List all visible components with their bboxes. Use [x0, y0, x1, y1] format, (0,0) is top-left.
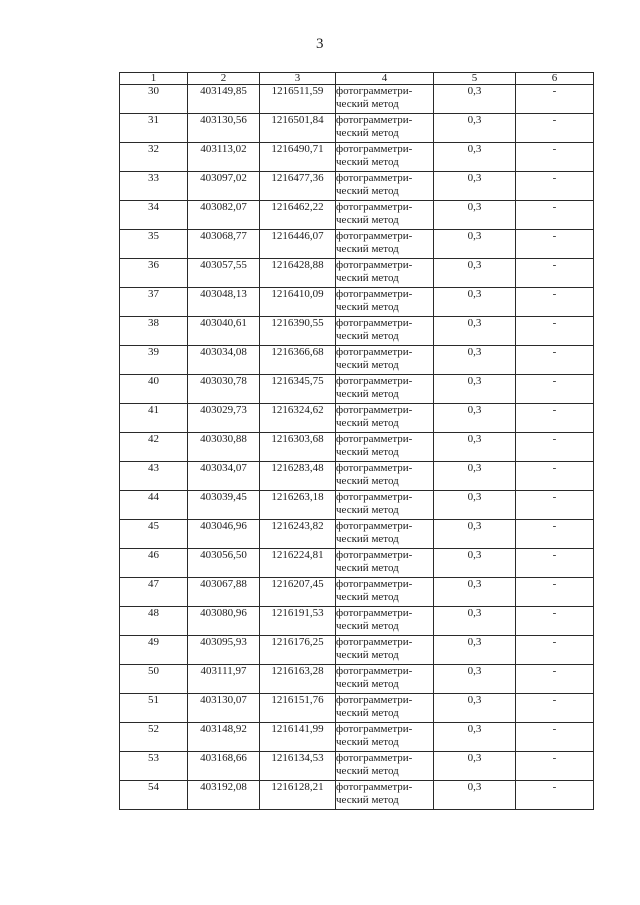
method-line-1: фотограмметри-	[336, 259, 413, 271]
accuracy-value: 0,3	[434, 636, 516, 665]
point-number: 44	[120, 491, 188, 520]
note-value: -	[516, 85, 594, 114]
coordinate-y: 1216263,18	[260, 491, 336, 520]
coordinate-y: 1216477,36	[260, 172, 336, 201]
accuracy-value: 0,3	[434, 317, 516, 346]
accuracy-value: 0,3	[434, 520, 516, 549]
column-header: 4	[336, 73, 434, 85]
method-line-1: фотограмметри-	[336, 462, 413, 474]
coordinate-x: 403039,45	[188, 491, 260, 520]
point-number: 32	[120, 143, 188, 172]
coordinate-y: 1216410,09	[260, 288, 336, 317]
method-cell	[336, 607, 434, 636]
method-line-1: фотограмметри-	[336, 288, 413, 300]
method-cell	[336, 201, 434, 230]
method-line-2: ческий метод	[336, 504, 399, 516]
method-line-2: ческий метод	[336, 388, 399, 400]
method-cell	[336, 752, 434, 781]
method-line-2: ческий метод	[336, 185, 399, 197]
coordinate-x: 403057,55	[188, 259, 260, 288]
table-row	[120, 288, 594, 317]
coordinate-x: 403056,50	[188, 549, 260, 578]
coordinate-y: 1216163,28	[260, 665, 336, 694]
point-number: 37	[120, 288, 188, 317]
coordinate-x: 403030,78	[188, 375, 260, 404]
table-row	[120, 317, 594, 346]
note-value: -	[516, 491, 594, 520]
note-value: -	[516, 288, 594, 317]
coordinate-y: 1216224,81	[260, 549, 336, 578]
table-row	[120, 781, 594, 810]
coordinate-y: 1216283,48	[260, 462, 336, 491]
coordinate-x: 403130,56	[188, 114, 260, 143]
method-line-2: ческий метод	[336, 243, 399, 255]
accuracy-value: 0,3	[434, 462, 516, 491]
note-value: -	[516, 752, 594, 781]
point-number: 48	[120, 607, 188, 636]
point-number: 50	[120, 665, 188, 694]
table-row	[120, 491, 594, 520]
coordinate-y: 1216243,82	[260, 520, 336, 549]
coordinate-y: 1216390,55	[260, 317, 336, 346]
method-line-1: фотограмметри-	[336, 636, 413, 648]
coordinate-x: 403082,07	[188, 201, 260, 230]
note-value: -	[516, 781, 594, 810]
method-cell	[336, 288, 434, 317]
point-number: 45	[120, 520, 188, 549]
method-line-2: ческий метод	[336, 620, 399, 632]
method-cell	[336, 665, 434, 694]
table-row	[120, 520, 594, 549]
coordinate-x: 403030,88	[188, 433, 260, 462]
coordinate-x: 403111,97	[188, 665, 260, 694]
coordinate-x: 403048,13	[188, 288, 260, 317]
coordinate-y: 1216462,22	[260, 201, 336, 230]
note-value: -	[516, 665, 594, 694]
note-value: -	[516, 404, 594, 433]
header-row	[120, 73, 594, 85]
point-number: 33	[120, 172, 188, 201]
method-line-2: ческий метод	[336, 214, 399, 226]
coordinate-x: 403113,02	[188, 143, 260, 172]
coordinate-y: 1216303,68	[260, 433, 336, 462]
point-number: 49	[120, 636, 188, 665]
method-line-1: фотограмметри-	[336, 143, 413, 155]
method-line-1: фотограмметри-	[336, 520, 413, 532]
coordinate-x: 403192,08	[188, 781, 260, 810]
coordinate-x: 403034,08	[188, 346, 260, 375]
method-line-1: фотограмметри-	[336, 665, 413, 677]
point-number: 53	[120, 752, 188, 781]
method-line-1: фотограмметри-	[336, 723, 413, 735]
accuracy-value: 0,3	[434, 375, 516, 404]
method-line-2: ческий метод	[336, 98, 399, 110]
method-cell	[336, 723, 434, 752]
method-cell	[336, 462, 434, 491]
table-row	[120, 665, 594, 694]
accuracy-value: 0,3	[434, 433, 516, 462]
table-row	[120, 433, 594, 462]
table-row	[120, 230, 594, 259]
note-value: -	[516, 143, 594, 172]
column-header: 5	[434, 73, 516, 85]
method-line-2: ческий метод	[336, 736, 399, 748]
table-row	[120, 375, 594, 404]
accuracy-value: 0,3	[434, 491, 516, 520]
method-cell	[336, 317, 434, 346]
coordinate-x: 403097,02	[188, 172, 260, 201]
coordinate-x: 403029,73	[188, 404, 260, 433]
note-value: -	[516, 636, 594, 665]
note-value: -	[516, 114, 594, 143]
method-line-1: фотограмметри-	[336, 201, 413, 213]
accuracy-value: 0,3	[434, 201, 516, 230]
point-number: 52	[120, 723, 188, 752]
note-value: -	[516, 462, 594, 491]
point-number: 30	[120, 85, 188, 114]
coordinate-y: 1216191,53	[260, 607, 336, 636]
note-value: -	[516, 723, 594, 752]
method-cell	[336, 114, 434, 143]
point-number: 40	[120, 375, 188, 404]
coordinate-x: 403149,85	[188, 85, 260, 114]
method-cell	[336, 578, 434, 607]
method-line-1: фотограмметри-	[336, 607, 413, 619]
method-line-1: фотограмметри-	[336, 317, 413, 329]
accuracy-value: 0,3	[434, 259, 516, 288]
table-row	[120, 462, 594, 491]
method-line-1: фотограмметри-	[336, 404, 413, 416]
table-row	[120, 346, 594, 375]
accuracy-value: 0,3	[434, 549, 516, 578]
method-line-1: фотограмметри-	[336, 752, 413, 764]
method-cell	[336, 636, 434, 665]
point-number: 34	[120, 201, 188, 230]
accuracy-value: 0,3	[434, 694, 516, 723]
note-value: -	[516, 433, 594, 462]
method-line-2: ческий метод	[336, 533, 399, 545]
table-row	[120, 85, 594, 114]
coordinate-y: 1216446,07	[260, 230, 336, 259]
method-cell	[336, 230, 434, 259]
method-cell	[336, 549, 434, 578]
method-line-2: ческий метод	[336, 765, 399, 777]
method-cell	[336, 404, 434, 433]
method-line-2: ческий метод	[336, 794, 399, 806]
accuracy-value: 0,3	[434, 288, 516, 317]
note-value: -	[516, 520, 594, 549]
table-row	[120, 694, 594, 723]
method-line-1: фотограмметри-	[336, 694, 413, 706]
note-value: -	[516, 549, 594, 578]
coordinate-y: 1216128,21	[260, 781, 336, 810]
note-value: -	[516, 375, 594, 404]
point-number: 39	[120, 346, 188, 375]
coordinate-y: 1216428,88	[260, 259, 336, 288]
accuracy-value: 0,3	[434, 665, 516, 694]
method-cell	[336, 172, 434, 201]
coordinate-y: 1216151,76	[260, 694, 336, 723]
table-row	[120, 578, 594, 607]
point-number: 54	[120, 781, 188, 810]
column-header: 6	[516, 73, 594, 85]
coordinate-y: 1216324,62	[260, 404, 336, 433]
point-number: 38	[120, 317, 188, 346]
column-header: 2	[188, 73, 260, 85]
accuracy-value: 0,3	[434, 752, 516, 781]
method-line-2: ческий метод	[336, 127, 399, 139]
coordinate-y: 1216176,25	[260, 636, 336, 665]
coordinate-x: 403168,66	[188, 752, 260, 781]
method-cell	[336, 491, 434, 520]
accuracy-value: 0,3	[434, 172, 516, 201]
accuracy-value: 0,3	[434, 723, 516, 752]
page-number: 3	[316, 36, 324, 52]
coordinate-x: 403148,92	[188, 723, 260, 752]
coordinate-x: 403046,96	[188, 520, 260, 549]
note-value: -	[516, 172, 594, 201]
accuracy-value: 0,3	[434, 781, 516, 810]
method-cell	[336, 520, 434, 549]
point-number: 41	[120, 404, 188, 433]
coordinate-x: 403080,96	[188, 607, 260, 636]
table-row	[120, 172, 594, 201]
point-number: 51	[120, 694, 188, 723]
method-line-2: ческий метод	[336, 649, 399, 661]
note-value: -	[516, 578, 594, 607]
coordinates-table	[119, 72, 594, 810]
point-number: 43	[120, 462, 188, 491]
method-line-1: фотограмметри-	[336, 172, 413, 184]
coordinate-x: 403130,07	[188, 694, 260, 723]
method-line-2: ческий метод	[336, 591, 399, 603]
note-value: -	[516, 259, 594, 288]
table-row	[120, 723, 594, 752]
coordinate-x: 403067,88	[188, 578, 260, 607]
point-number: 35	[120, 230, 188, 259]
method-cell	[336, 346, 434, 375]
table-row	[120, 752, 594, 781]
method-line-2: ческий метод	[336, 562, 399, 574]
method-line-2: ческий метод	[336, 359, 399, 371]
table-header	[120, 73, 594, 85]
method-cell	[336, 85, 434, 114]
column-header: 3	[260, 73, 336, 85]
accuracy-value: 0,3	[434, 607, 516, 636]
coordinate-y: 1216134,53	[260, 752, 336, 781]
method-cell	[336, 781, 434, 810]
coordinate-x: 403040,61	[188, 317, 260, 346]
note-value: -	[516, 317, 594, 346]
method-line-1: фотограмметри-	[336, 549, 413, 561]
accuracy-value: 0,3	[434, 578, 516, 607]
accuracy-value: 0,3	[434, 346, 516, 375]
method-line-1: фотограмметри-	[336, 85, 413, 97]
coordinate-y: 1216207,45	[260, 578, 336, 607]
point-number: 42	[120, 433, 188, 462]
table-row	[120, 404, 594, 433]
method-line-2: ческий метод	[336, 272, 399, 284]
table-row	[120, 607, 594, 636]
note-value: -	[516, 346, 594, 375]
coordinate-y: 1216511,59	[260, 85, 336, 114]
table-row	[120, 201, 594, 230]
coordinate-x: 403034,07	[188, 462, 260, 491]
method-line-1: фотограмметри-	[336, 346, 413, 358]
method-line-1: фотограмметри-	[336, 375, 413, 387]
table-row	[120, 549, 594, 578]
coordinate-y: 1216345,75	[260, 375, 336, 404]
note-value: -	[516, 607, 594, 636]
method-line-2: ческий метод	[336, 446, 399, 458]
method-line-1: фотограмметри-	[336, 781, 413, 793]
note-value: -	[516, 201, 594, 230]
accuracy-value: 0,3	[434, 85, 516, 114]
coordinate-y: 1216490,71	[260, 143, 336, 172]
method-line-2: ческий метод	[336, 707, 399, 719]
method-line-1: фотограмметри-	[336, 114, 413, 126]
method-line-1: фотограмметри-	[336, 491, 413, 503]
table-body	[120, 85, 594, 810]
table-row	[120, 259, 594, 288]
method-line-1: фотограмметри-	[336, 433, 413, 445]
method-line-1: фотограмметри-	[336, 578, 413, 590]
point-number: 46	[120, 549, 188, 578]
accuracy-value: 0,3	[434, 230, 516, 259]
method-line-2: ческий метод	[336, 156, 399, 168]
point-number: 31	[120, 114, 188, 143]
method-line-2: ческий метод	[336, 301, 399, 313]
point-number: 47	[120, 578, 188, 607]
method-line-2: ческий метод	[336, 330, 399, 342]
point-number: 36	[120, 259, 188, 288]
coordinate-x: 403068,77	[188, 230, 260, 259]
method-line-2: ческий метод	[336, 417, 399, 429]
method-cell	[336, 694, 434, 723]
coordinate-y: 1216501,84	[260, 114, 336, 143]
method-cell	[336, 375, 434, 404]
method-line-2: ческий метод	[336, 678, 399, 690]
column-header: 1	[120, 73, 188, 85]
table-row	[120, 143, 594, 172]
accuracy-value: 0,3	[434, 143, 516, 172]
accuracy-value: 0,3	[434, 114, 516, 143]
note-value: -	[516, 694, 594, 723]
coordinate-y: 1216141,99	[260, 723, 336, 752]
method-line-1: фотограмметри-	[336, 230, 413, 242]
note-value: -	[516, 230, 594, 259]
method-cell	[336, 143, 434, 172]
table-row	[120, 114, 594, 143]
coordinate-x: 403095,93	[188, 636, 260, 665]
table-row	[120, 636, 594, 665]
method-cell	[336, 259, 434, 288]
coordinate-y: 1216366,68	[260, 346, 336, 375]
accuracy-value: 0,3	[434, 404, 516, 433]
method-cell	[336, 433, 434, 462]
method-line-2: ческий метод	[336, 475, 399, 487]
